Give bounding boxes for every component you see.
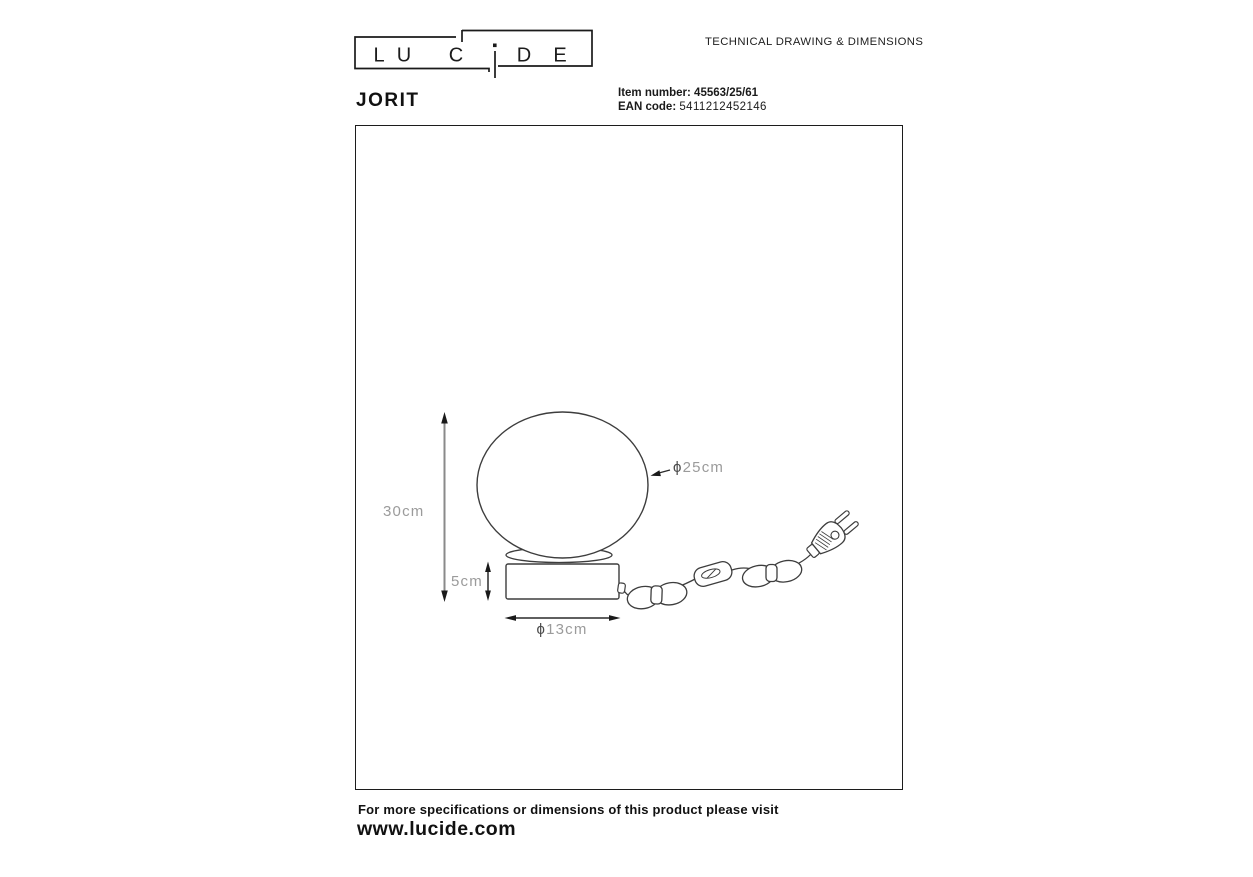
logo-letter: D: [516, 44, 532, 67]
dimension-value: 25cm: [682, 459, 725, 476]
dimension-value: 13cm: [546, 621, 588, 638]
dimension-line-base-height: [485, 562, 491, 602]
lamp-base: [506, 564, 619, 599]
dimension-line-total-height: [441, 412, 448, 602]
power-plug: [802, 508, 861, 564]
item-info-block: [618, 87, 767, 114]
product-name: JORIT: [356, 90, 420, 111]
lamp-technical-drawing: [356, 126, 901, 788]
item-number-value: 45563/25/61: [694, 87, 758, 99]
ean-value: 5411212452146: [679, 100, 767, 113]
plug-prong: [834, 510, 850, 524]
lucide-logo: [352, 24, 598, 86]
lamp-globe: [477, 412, 648, 558]
cord-loops-left: [626, 579, 689, 612]
item-number-label: Item number:: [618, 87, 691, 99]
cord-loops-right: [740, 557, 803, 591]
logo-letters: [373, 45, 566, 67]
ean-label: EAN code:: [618, 100, 677, 113]
footer-note: For more specifications or dimensions of this product please visit: [358, 802, 779, 817]
document-title: TECHNICAL DRAWING & DIMENSIONS: [705, 36, 924, 48]
phi-symbol: ϕ: [673, 459, 683, 476]
plug-prong: [843, 521, 859, 535]
logo-letter: U: [396, 44, 412, 67]
dimension-label-total-height: 30cm: [383, 503, 425, 520]
logo-letter: C: [448, 44, 464, 67]
dimension-label-globe-diameter: [673, 459, 724, 476]
logo-letter: E: [553, 44, 567, 67]
item-number-row: [618, 87, 767, 101]
dimension-leader-globe-diameter: [651, 470, 671, 476]
logo-letter: L: [373, 44, 385, 67]
dimension-label-base-height: 5cm: [451, 573, 483, 590]
logo-letter-i-dot: [493, 44, 497, 48]
cord-switch: [692, 560, 734, 589]
drawing-frame: [355, 125, 903, 790]
dimension-label-base-diameter: [504, 621, 620, 638]
ean-row: [618, 101, 767, 115]
phi-symbol: ϕ: [536, 621, 547, 638]
footer-website: www.lucide.com: [357, 818, 517, 840]
